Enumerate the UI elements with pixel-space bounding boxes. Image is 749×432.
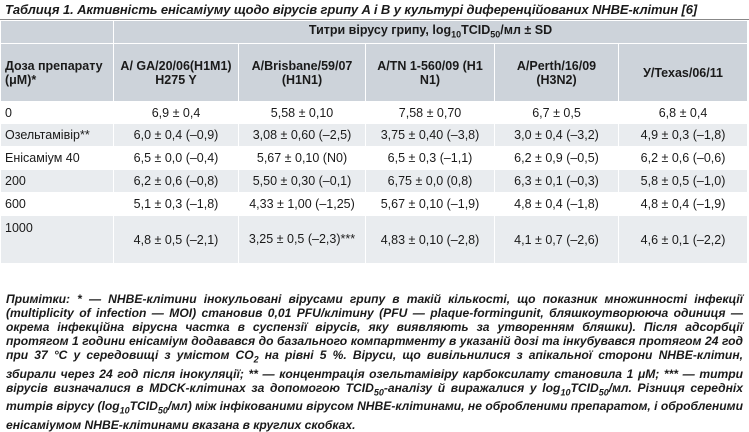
strain-header: A/ GA/20/06(H1M1) H275 Y [114,44,239,102]
row-label: 600 [1,193,114,216]
table-row [1,102,748,124]
cell: 6,0 ± 0,4 (–0,9) [114,124,239,147]
cell: 6,9 ± 0,4 [114,102,239,124]
cell: 5,50 ± 0,30 (–0,1) [239,170,366,193]
table-notes: Примітки: * — NHBE-клітини інокульовані вірусами грипу в такій кількості, що показник множинності інфекції (multiplicity of infection — MOI) становив 0,01 PFU/клітину (PFU — plaque-formingunit, бляшкоутворююча одиниця — окрема інфекційна вірусна частка в суспензії вірусів, яку виявляють за утворенням бляшки). Після адсорбції протягом 1 години енісаміум додавався до базального компартменту в указаній дозі та інкубувався протягом 24 год при 37 °С у середовищі з умістом $CO_2$ на рівні 5 %. Віруси, що вивільнилися з апікальної сторони NHBE-клітин, збирали через 24 год після інокуляції; ** — концентрація озельтамівіру карбоксилату становила 1 μМ; *** — титри вірусів визначалися в MDCK-клітинах за допомогою $TCID_{50}$-аналізу й виражалися у $\log_{10}TCID_{50}/мл$. Різниця середніх титрів вірусу $(\log_{10}TCID_{50}/мл)$ між інфікованими вірусом NHBE-клітинами, не обробленими препаратом, і обробленими енісаміумом NHBE-клітинами вказана в круглих скобках. [6,292,744,432]
cell: 7,58 ± 0,70 [366,102,495,124]
row-label: Енісаміум 40 [1,147,114,170]
strain-header: У/Texas/06/11 [619,44,748,102]
table-row [1,170,748,193]
cell: 5,67 ± 0,10 (–1,9) [366,193,495,216]
cell: 4,8 ± 0,4 (–1,9) [619,193,748,216]
cell: 6,5 ± 0,3 (–1,1) [366,147,495,170]
cell: 6,2 ± 0,9 (–0,5) [495,147,619,170]
cell: 6,8 ± 0,4 [619,102,748,124]
table-row [1,216,748,264]
table-caption: Таблиця 1. Активність енісаміуму щодо вірусів грипу A і B у культурі диференційованих NHBE-клітин [6] [5,2,698,17]
cell: 6,75 ± 0,0 (0,8) [366,170,495,193]
cell: 5,1 ± 0,3 (–1,8) [114,193,239,216]
cell: 3,25 ± 0,5 (–2,3)*** [239,216,366,264]
row-label: 200 [1,170,114,193]
cell: 4,6 ± 0,1 (–2,2) [619,216,748,264]
cell: 4,8 ± 0,4 (–1,8) [495,193,619,216]
table-row [1,193,748,216]
strain-header: A/Brisbane/59/07 (H1N1) [239,44,366,102]
cell: 4,1 ± 0,7 (–2,6) [495,216,619,264]
dose-header-top [1,21,114,44]
cell: 3,75 ± 0,40 (–3,8) [366,124,495,147]
table-row [1,124,748,147]
strain-header: A/Perth/16/09 (H3N2) [495,44,619,102]
cell: 4,83 ± 0,10 (–2,8) [366,216,495,264]
row-label: 0 [1,102,114,124]
cell: 4,33 ± 1,00 (–1,25) [239,193,366,216]
cell: 6,7 ± 0,5 [495,102,619,124]
cell: 4,8 ± 0,5 (–2,1) [114,216,239,264]
cell: 3,0 ± 0,4 (–3,2) [495,124,619,147]
cell: 5,58 ± 0,10 [239,102,366,124]
cell: 5,8 ± 0,5 (–1,0) [619,170,748,193]
cell: 5,67 ± 0,10 (N0) [239,147,366,170]
strain-header: A/TN 1-560/09 (H1 N1) [366,44,495,102]
cell: 6,3 ± 0,1 (–0,3) [495,170,619,193]
cell: 6,2 ± 0,6 (–0,8) [114,170,239,193]
titers-table [0,20,748,264]
group-header: Титри вірусу грипу, $\log_{10}TCID_{50}/мл$ ± SD [114,21,748,44]
cell: 4,9 ± 0,3 (–1,8) [619,124,748,147]
cell: 3,08 ± 0,60 (–2,5) [239,124,366,147]
row-label: 1000 [1,216,114,264]
cell: 6,5 ± 0,0 (–0,4) [114,147,239,170]
row-label: Озельтамівір** [1,124,114,147]
dose-header: Доза препарату (μМ)* [1,44,114,102]
table-row [1,147,748,170]
cell: 6,2 ± 0,6 (–0,6) [619,147,748,170]
